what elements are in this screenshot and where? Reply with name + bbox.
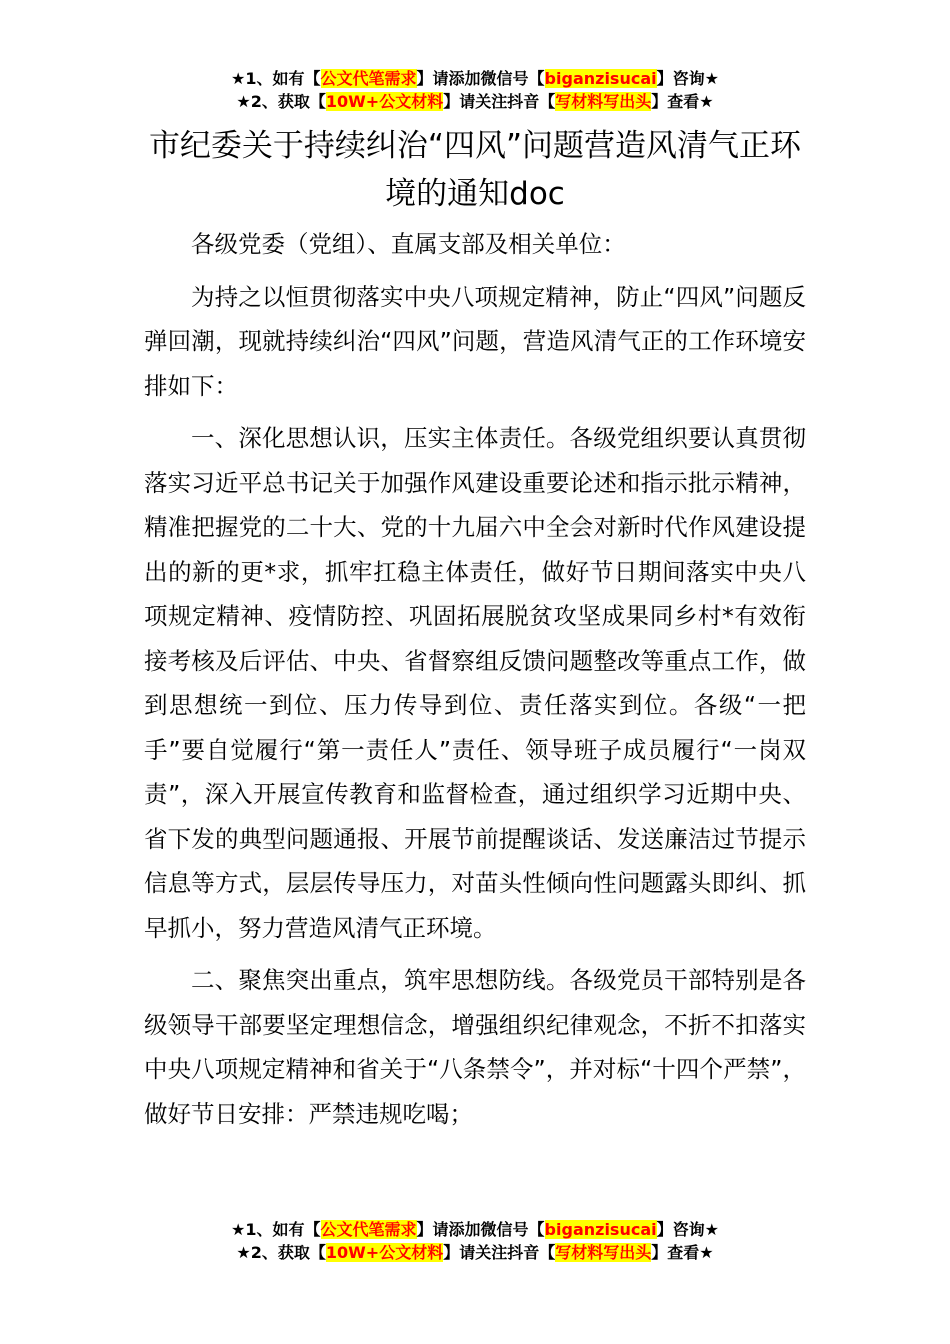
promo-highlight: 公文代笔需求 (320, 1220, 417, 1239)
wechat-id-highlight: biganzisucai (544, 1220, 657, 1239)
promo-line-1: ★1、如有【公文代笔需求】请添加微信号【biganzisucai】咨询★ (231, 69, 719, 88)
document-body (144, 222, 806, 1136)
promo-banner-bottom (0, 1218, 950, 1264)
salutation: 各级党委（党组）、直属支部及相关单位： (191, 230, 626, 258)
douyin-account-highlight: 写材料写出头 (555, 1243, 652, 1262)
promo-highlight: 10W+公文材料 (325, 92, 444, 111)
paragraph-section-2: 二、聚焦突出重点，筑牢思想防线。各级党员干部特别是各级领导干部要坚定理想信念，增强组织纪律观念，不折不扣落实中央八项规定精神和省关于“八条禁令”，并对标“十四个严禁”，做好节日安排：严禁违规吃喝； (144, 966, 806, 1128)
promo-highlight: 10W+公文材料 (325, 1243, 444, 1262)
wechat-id-highlight: biganzisucai (544, 69, 657, 88)
promo-banner-top (0, 67, 950, 113)
promo-line-2: ★2、获取【10W+公文材料】请关注抖音【写材料写出头】查看★ (236, 1243, 714, 1262)
douyin-account-highlight: 写材料写出头 (555, 92, 652, 111)
paragraph-intro: 为持之以恒贯彻落实中央八项规定精神，防止“四风”问题反弹回潮，现就持续纠治“四风”问题，营造风清气正的工作环境安排如下： (144, 282, 806, 400)
promo-line-1: ★1、如有【公文代笔需求】请添加微信号【biganzisucai】咨询★ (231, 1220, 719, 1239)
document-title: 市纪委关于持续纠治“四风”问题营造风清气正环境的通知doc (148, 128, 802, 212)
promo-highlight: 公文代笔需求 (320, 69, 417, 88)
promo-line-2: ★2、获取【10W+公文材料】请关注抖音【写材料写出头】查看★ (236, 92, 714, 111)
paragraph-section-1: 一、深化思想认识，压实主体责任。各级党组织要认真贯彻落实习近平总书记关于加强作风建设重要论述和指示批示精神，精准把握党的二十大、党的十九届六中全会对新时代作风建设提出的新的更*求，抓牢扛稳主体责任，做好节日期间落实中央八项规定精神、疫情防控、巩固拓展脱贫攻坚成果同乡村*有效衔接考核及后评估、中央、省督察组反馈问题整改等重点工作，做到思想统一到位、压力传导到位、责任落实到位。各级“一把手”要自觉履行“第一责任人”责任、领导班子成员履行“一岗双责”，深入开展宣传教育和监督检查，通过组织学习近期中央、省下发的典型问题通报、开展节前提醒谈话、发送廉洁过节提示信息等方式，层层传导压力，对苗头性倾向性问题露头即纠、抓早抓小，努力营造风清气正环境。 (144, 424, 806, 942)
